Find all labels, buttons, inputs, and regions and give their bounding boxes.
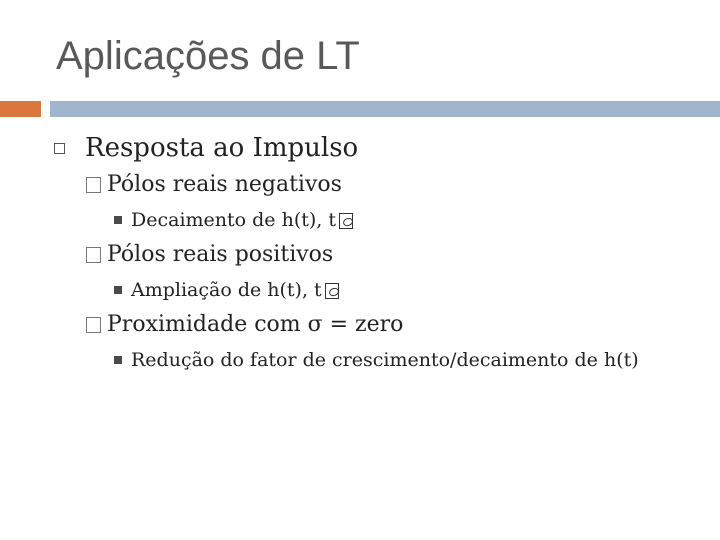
hollow-square-bullet-icon (86, 247, 101, 263)
missing-glyph-icon (339, 213, 353, 229)
bullet-text: Resposta ao Impulso (85, 133, 359, 163)
title-divider-bar (50, 101, 720, 117)
bullet-resposta-impulso (54, 133, 358, 163)
slide-title: Aplicações de LT (56, 34, 360, 78)
hollow-square-bullet-icon (86, 317, 101, 333)
bullet-text: Pólos reais negativos (107, 172, 342, 197)
bullet-decaimento (114, 209, 353, 231)
bullet-text: Redução do fator de crescimento/decaimento de h(t) (131, 349, 639, 371)
bullet-reducao (114, 349, 639, 371)
bullet-text: Ampliação de h(t), t (131, 279, 322, 301)
hollow-square-bullet-icon (86, 177, 101, 193)
bullet-text: Proximidade com σ = zero (107, 312, 404, 337)
hollow-square-bullet-icon (54, 143, 65, 154)
title-accent-bar (0, 101, 41, 117)
solid-square-bullet-icon (114, 286, 122, 294)
bullet-proximidade (86, 312, 403, 337)
bullet-polos-positivos (86, 242, 333, 267)
missing-glyph-icon (325, 283, 339, 299)
bullet-text: Pólos reais positivos (107, 242, 334, 267)
solid-square-bullet-icon (114, 356, 122, 364)
solid-square-bullet-icon (114, 216, 122, 224)
bullet-polos-negativos (86, 172, 342, 197)
bullet-ampliacao (114, 279, 339, 301)
bullet-text: Decaimento de h(t), t (131, 209, 336, 231)
